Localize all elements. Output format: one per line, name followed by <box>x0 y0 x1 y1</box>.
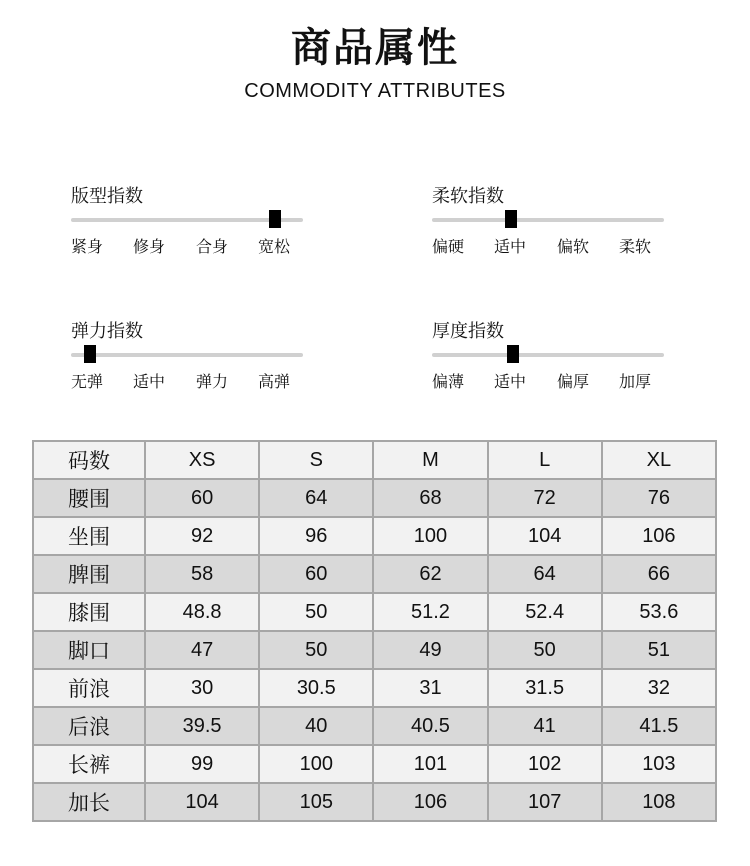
table-cell: 105 <box>259 783 373 821</box>
table-cell: 30 <box>145 669 259 707</box>
slider-knob <box>269 210 281 228</box>
slider-track <box>432 353 664 357</box>
row-label-cell: 膝围 <box>33 593 145 631</box>
table-cell: 101 <box>373 745 487 783</box>
table-row <box>33 593 716 631</box>
slider-name: 弹力指数 <box>71 321 143 342</box>
slider-name: 厚度指数 <box>432 321 504 342</box>
table-cell: 50 <box>488 631 602 669</box>
table-cell: 104 <box>145 783 259 821</box>
table-cell: 64 <box>488 555 602 593</box>
table-cell: 50 <box>259 593 373 631</box>
table-row <box>33 441 716 479</box>
slider-level-label: 修身 <box>133 237 166 256</box>
table-cell: XL <box>602 441 716 479</box>
table-row <box>33 479 716 517</box>
table-cell: S <box>259 441 373 479</box>
table-cell: 53.6 <box>602 593 716 631</box>
table-row <box>33 707 716 745</box>
table-cell: 106 <box>373 783 487 821</box>
table-cell: 41.5 <box>602 707 716 745</box>
row-label-cell: 长裤 <box>33 745 145 783</box>
table-cell: 49 <box>373 631 487 669</box>
slider-level-label: 偏薄 <box>432 372 465 391</box>
slider-knob <box>505 210 517 228</box>
slider-level-label: 柔软 <box>619 237 652 256</box>
row-label-cell: 腰围 <box>33 479 145 517</box>
slider-name: 版型指数 <box>71 186 143 207</box>
table-row <box>33 555 716 593</box>
slider-index-3 <box>432 317 664 391</box>
row-label-cell: 脚口 <box>33 631 145 669</box>
slider-level-label: 偏硬 <box>432 237 465 256</box>
table-cell: 106 <box>602 517 716 555</box>
table-cell: 51 <box>602 631 716 669</box>
row-label-cell: 加长 <box>33 783 145 821</box>
page-subtitle: COMMODITY ATTRIBUTES <box>244 80 506 102</box>
table-cell: 41 <box>488 707 602 745</box>
slider-track <box>432 218 664 222</box>
row-label-cell: 坐围 <box>33 517 145 555</box>
table-cell: 60 <box>145 479 259 517</box>
table-row <box>33 631 716 669</box>
slider-knob <box>84 345 96 363</box>
slider-level-label: 适中 <box>133 372 166 391</box>
table-cell: 99 <box>145 745 259 783</box>
table-cell: 48.8 <box>145 593 259 631</box>
table-row <box>33 517 716 555</box>
table-cell: L <box>488 441 602 479</box>
table-cell: 100 <box>373 517 487 555</box>
slider-name: 柔软指数 <box>432 186 504 207</box>
table-row <box>33 783 716 821</box>
table-cell: 52.4 <box>488 593 602 631</box>
slider-index-1 <box>432 182 664 256</box>
table-cell: 40 <box>259 707 373 745</box>
slider-track <box>71 218 303 222</box>
slider-level-label: 高弹 <box>258 372 291 391</box>
table-cell: 32 <box>602 669 716 707</box>
row-label-cell: 码数 <box>33 441 145 479</box>
table-cell: M <box>373 441 487 479</box>
table-cell: 100 <box>259 745 373 783</box>
table-cell: 108 <box>602 783 716 821</box>
slider-level-label: 适中 <box>494 237 527 256</box>
table-cell: 102 <box>488 745 602 783</box>
table-cell: 47 <box>145 631 259 669</box>
table-cell: 72 <box>488 479 602 517</box>
slider-level-label: 加厚 <box>619 372 652 391</box>
table-cell: 51.2 <box>373 593 487 631</box>
table-cell: 60 <box>259 555 373 593</box>
page-title: 商品属性 <box>291 25 459 71</box>
table-row <box>33 745 716 783</box>
table-cell: 96 <box>259 517 373 555</box>
slider-knob <box>507 345 519 363</box>
slider-level-label: 无弹 <box>71 372 104 391</box>
table-cell: 104 <box>488 517 602 555</box>
table-cell: 64 <box>259 479 373 517</box>
table-cell: 40.5 <box>373 707 487 745</box>
table-cell: 76 <box>602 479 716 517</box>
table-cell: 50 <box>259 631 373 669</box>
size-table <box>32 440 717 822</box>
table-cell: XS <box>145 441 259 479</box>
table-cell: 68 <box>373 479 487 517</box>
table-cell: 66 <box>602 555 716 593</box>
table-cell: 107 <box>488 783 602 821</box>
table-cell: 30.5 <box>259 669 373 707</box>
table-cell: 31 <box>373 669 487 707</box>
slider-level-label: 偏软 <box>557 237 590 256</box>
table-row <box>33 669 716 707</box>
slider-level-label: 偏厚 <box>557 372 590 391</box>
row-label-cell: 脾围 <box>33 555 145 593</box>
table-cell: 31.5 <box>488 669 602 707</box>
table-cell: 58 <box>145 555 259 593</box>
row-label-cell: 后浪 <box>33 707 145 745</box>
table-cell: 103 <box>602 745 716 783</box>
table-cell: 39.5 <box>145 707 259 745</box>
slider-level-label: 紧身 <box>71 237 104 256</box>
slider-level-label: 适中 <box>494 372 527 391</box>
slider-index-0 <box>71 182 303 256</box>
slider-track <box>71 353 303 357</box>
slider-level-label: 弹力 <box>196 372 229 391</box>
table-cell: 92 <box>145 517 259 555</box>
table-cell: 62 <box>373 555 487 593</box>
slider-level-label: 合身 <box>196 237 229 256</box>
slider-index-2 <box>71 317 303 391</box>
row-label-cell: 前浪 <box>33 669 145 707</box>
slider-level-label: 宽松 <box>258 237 291 256</box>
